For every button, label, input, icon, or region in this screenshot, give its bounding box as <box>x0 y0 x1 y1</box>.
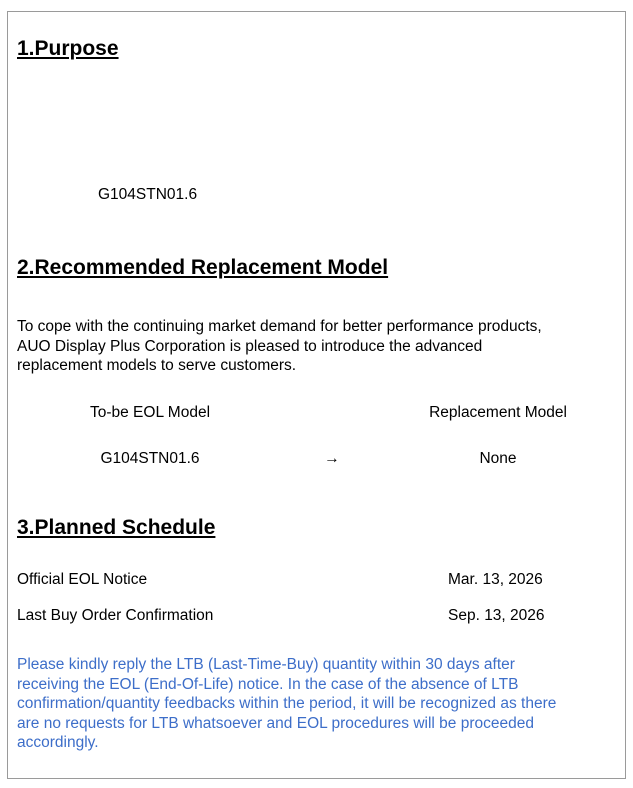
intro-line: To cope with the continuing market demand for better performance products, <box>17 318 542 335</box>
notice-line: Please kindly reply the LTB (Last-Time-Buy) quantity within 30 days after <box>17 656 515 673</box>
purpose-model-number: G104STN01.6 <box>98 186 198 203</box>
intro-line: AUO Display Plus Corporation is pleased to introduce the advanced <box>17 337 483 355</box>
replacement-intro-paragraph <box>17 317 617 376</box>
notice-line: receiving the EOL (End-Of-Life) notice. In the case of the absence of LTB <box>17 675 519 693</box>
schedule-heading: 3.Planned Schedule <box>17 516 216 539</box>
schedule-label-eol-notice: Official EOL Notice <box>17 571 148 588</box>
notice-line: are no requests for LTB whatsoever and EOL procedures will be proceeded <box>17 714 534 732</box>
eol-model-value: G104STN01.6 <box>100 450 200 467</box>
replacement-heading: 2.Recommended Replacement Model <box>17 256 389 279</box>
replacement-model-value: None <box>479 450 517 467</box>
purpose-heading: 1.Purpose <box>17 37 119 60</box>
schedule-label-last-buy: Last Buy Order Confirmation <box>17 607 214 624</box>
ltb-notice-paragraph <box>17 655 617 753</box>
schedule-date-last-buy: Sep. 13, 2026 <box>448 607 545 624</box>
replacement-model-column-header: Replacement Model <box>429 404 567 421</box>
notice-line: accordingly. <box>17 734 99 751</box>
right-arrow-icon: → <box>324 450 340 467</box>
eol-model-column-header: To-be EOL Model <box>89 404 211 421</box>
intro-line: replacement models to serve customers. <box>17 357 297 374</box>
notice-line: confirmation/quantity feedbacks within the period, it will be recognized as there <box>17 695 557 712</box>
schedule-date-eol-notice: Mar. 13, 2026 <box>448 571 543 588</box>
